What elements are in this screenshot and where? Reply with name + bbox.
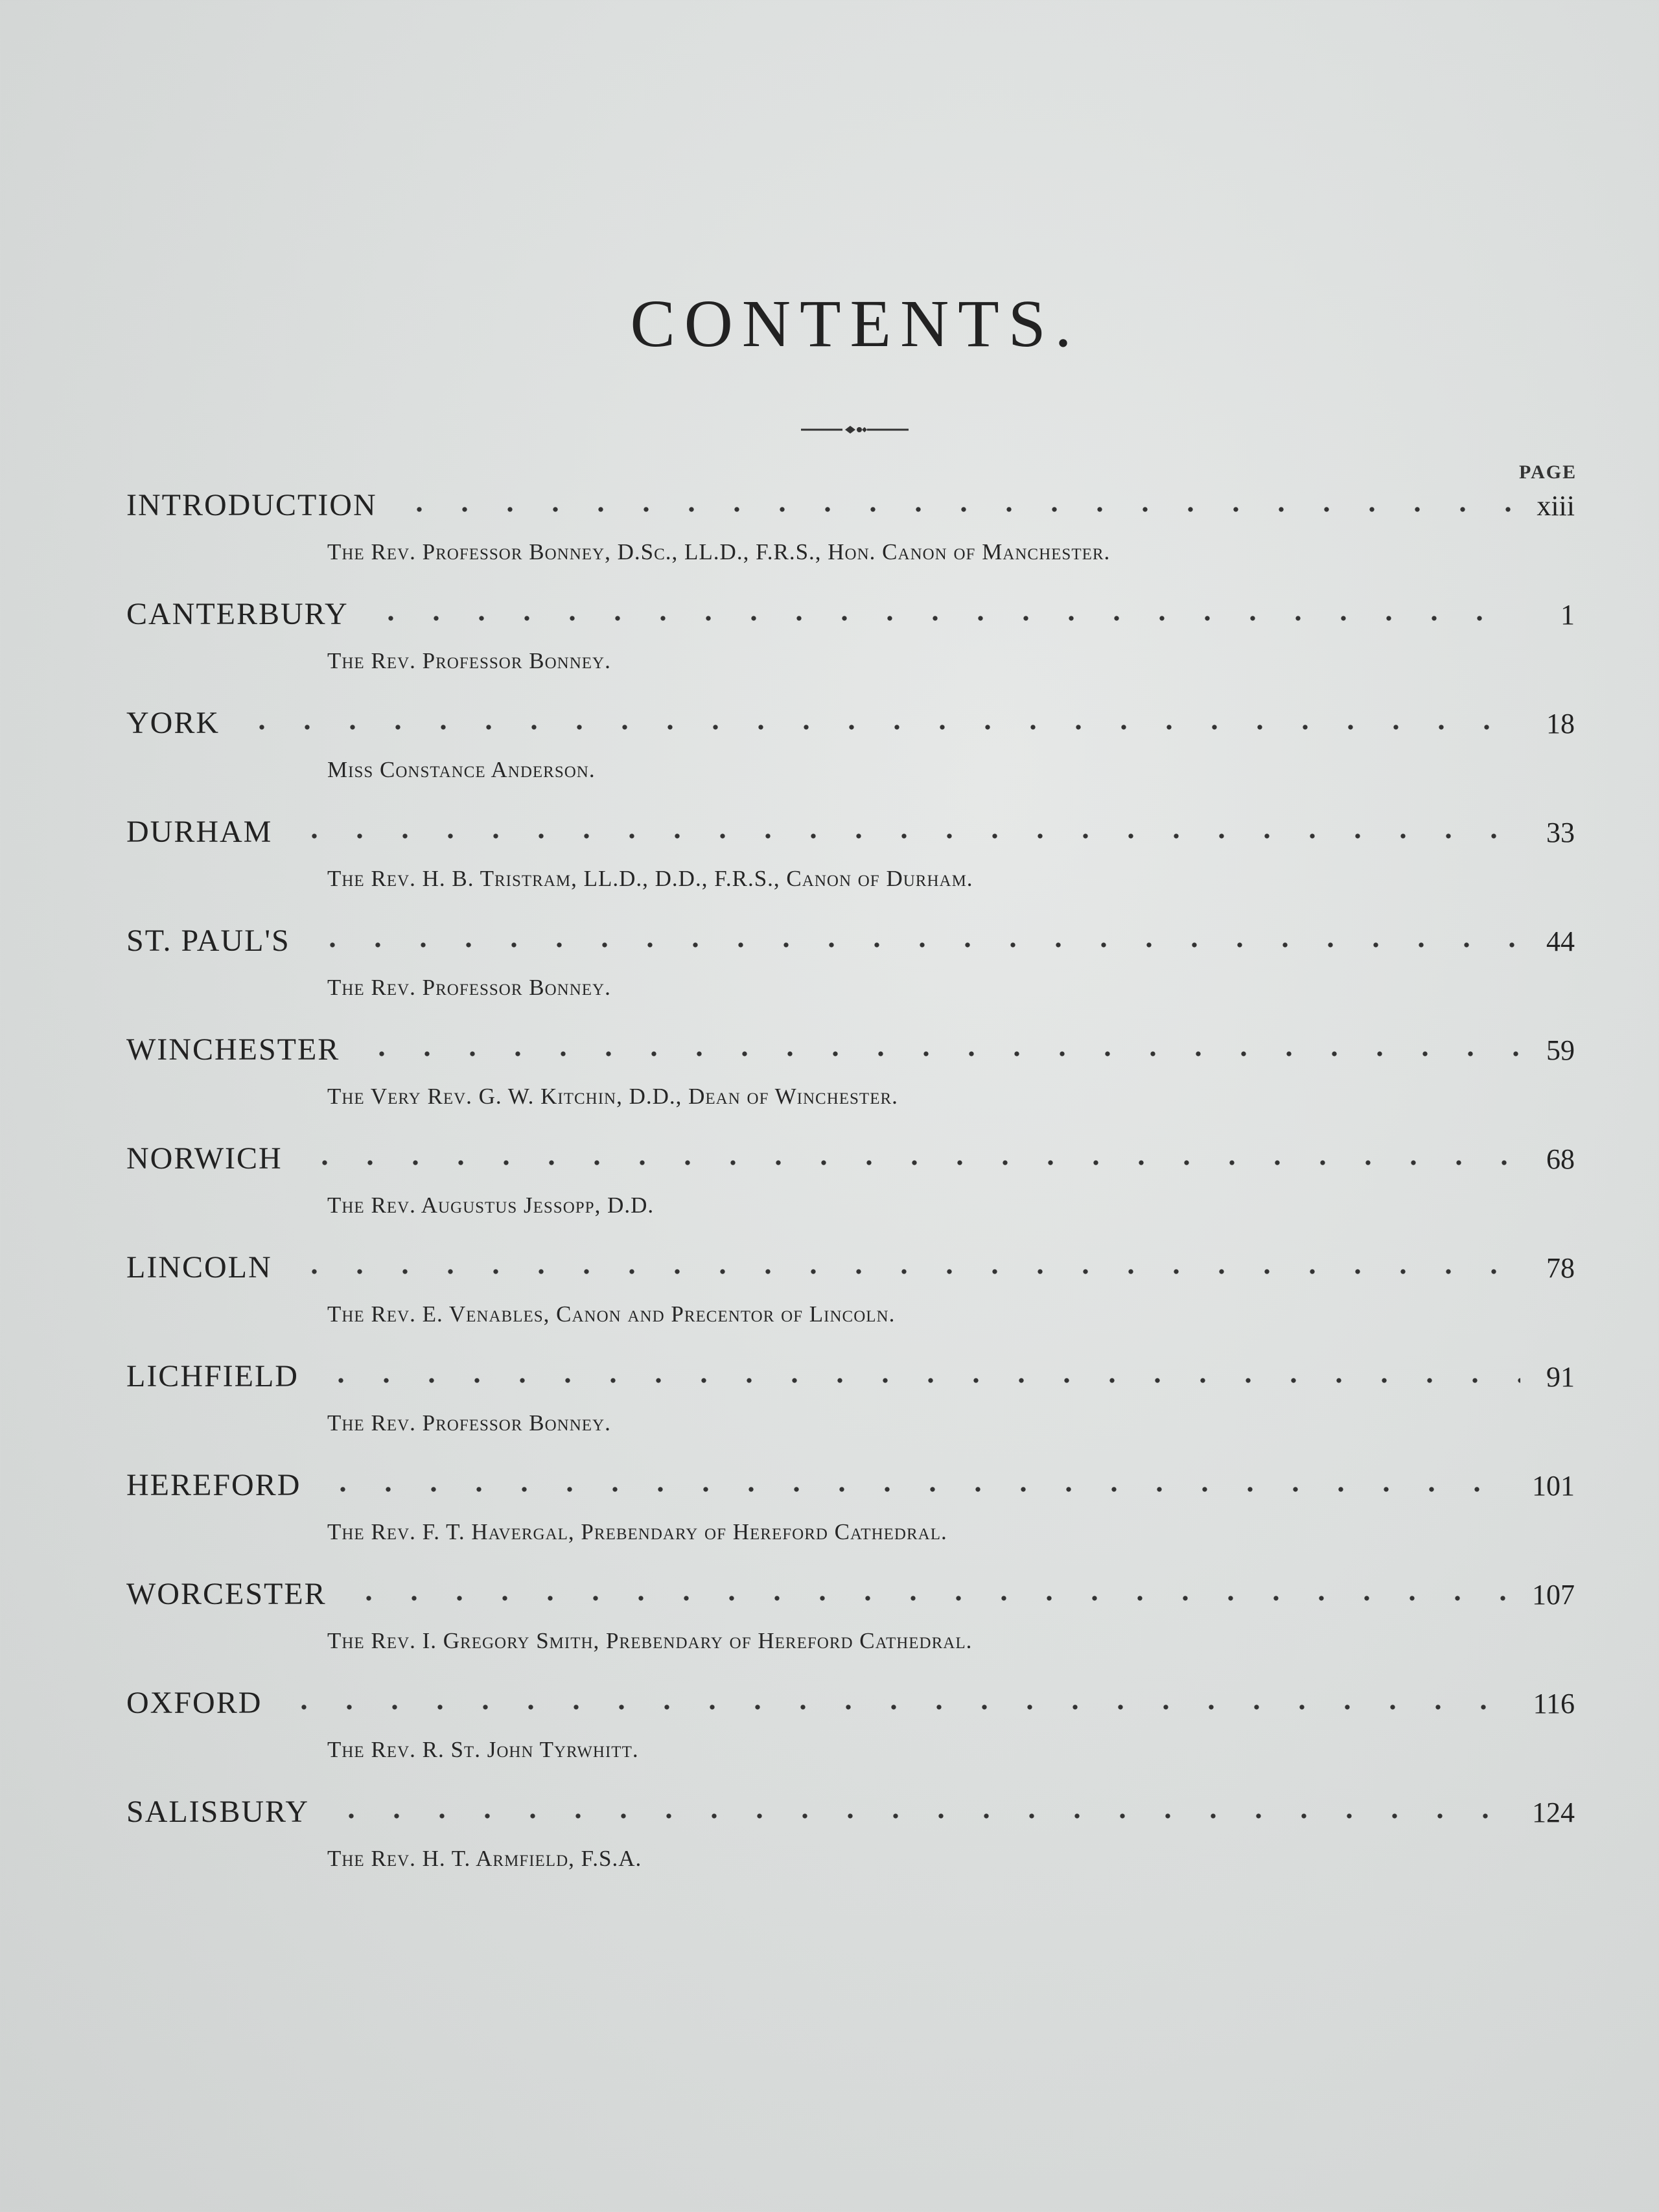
dot-leader bbox=[275, 1704, 1517, 1710]
dot-leader bbox=[340, 1595, 1516, 1601]
dot-leader bbox=[314, 1486, 1516, 1493]
dot-leader bbox=[285, 1268, 1520, 1275]
toc-entry bbox=[0, 1351, 1659, 1460]
toc-entry-title: LICHFIELD bbox=[126, 1359, 299, 1393]
toc-entry-author: The Rev. Professor Bonney. bbox=[327, 1410, 611, 1436]
toc-entry-title: WINCHESTER bbox=[126, 1032, 340, 1067]
toc-entry bbox=[0, 1677, 1659, 1786]
toc-entry bbox=[0, 915, 1659, 1024]
toc-entry-author: The Rev. Professor Bonney. bbox=[327, 975, 611, 1000]
toc-entry-page: 44 bbox=[1546, 926, 1575, 957]
toc-entry-author: The Rev. E. Venables, Canon and Precentor of Lincoln. bbox=[327, 1301, 896, 1327]
table-of-contents bbox=[0, 480, 1659, 1895]
toc-entry-author: The Rev. Professor Bonney. bbox=[327, 648, 611, 673]
toc-entry bbox=[0, 1133, 1659, 1242]
toc-entry-title: NORWICH bbox=[126, 1141, 283, 1176]
dot-leader bbox=[322, 1813, 1516, 1819]
toc-entry-page: 18 bbox=[1546, 708, 1575, 739]
toc-entry bbox=[0, 588, 1659, 697]
toc-entry bbox=[0, 1024, 1659, 1133]
ornament-divider-icon bbox=[800, 420, 910, 439]
toc-entry-author: Miss Constance Anderson. bbox=[327, 757, 596, 782]
toc-entry-title: ST. PAUL'S bbox=[126, 924, 290, 958]
toc-entry-title: WORCESTER bbox=[126, 1577, 327, 1611]
toc-entry-page: xiii bbox=[1537, 490, 1575, 522]
toc-entry bbox=[0, 1460, 1659, 1568]
toc-entry-title: YORK bbox=[126, 706, 220, 740]
toc-entry-title: CANTERBURY bbox=[126, 597, 349, 631]
toc-entry-page: 59 bbox=[1546, 1034, 1575, 1066]
toc-entry-title: OXFORD bbox=[126, 1686, 262, 1720]
toc-entry bbox=[0, 1786, 1659, 1895]
toc-entry-author: The Rev. I. Gregory Smith, Prebendary of Hereford Cathedral. bbox=[327, 1628, 973, 1653]
toc-entry-page: 78 bbox=[1546, 1252, 1575, 1284]
dot-leader bbox=[353, 1051, 1520, 1057]
toc-entry-author: The Very Rev. G. W. Kitchin, D.D., Dean of Winchester. bbox=[327, 1084, 898, 1109]
toc-entry-page: 116 bbox=[1533, 1688, 1575, 1719]
toc-entry bbox=[0, 697, 1659, 806]
toc-entry-title: DURHAM bbox=[126, 815, 273, 849]
dot-leader bbox=[390, 506, 1520, 513]
toc-entry bbox=[0, 1242, 1659, 1351]
toc-entry-author: The Rev. Professor Bonney, D.Sc., LL.D., F.R.S., Hon. Canon of Manchester. bbox=[327, 539, 1111, 565]
toc-entry-page: 107 bbox=[1532, 1579, 1575, 1611]
toc-entry-author: The Rev. H. T. Armfield, F.S.A. bbox=[327, 1846, 642, 1871]
toc-entry-author: The Rev. H. B. Tristram, LL.D., D.D., F.R.S., Canon of Durham. bbox=[327, 866, 973, 891]
page-column-label: PAGE bbox=[1519, 461, 1577, 483]
toc-entry bbox=[0, 1568, 1659, 1677]
toc-entry bbox=[0, 480, 1659, 588]
toc-entry-title: SALISBURY bbox=[126, 1795, 310, 1829]
page-title: CONTENTS. bbox=[630, 286, 1081, 361]
dot-leader bbox=[233, 724, 1520, 730]
dot-leader bbox=[362, 615, 1520, 622]
toc-entry-author: The Rev. R. St. John Tyrwhitt. bbox=[327, 1737, 639, 1762]
toc-entry-author: The Rev. F. T. Havergal, Prebendary of Hereford Cathedral. bbox=[327, 1519, 947, 1544]
toc-entry-page: 124 bbox=[1532, 1797, 1575, 1828]
toc-entry-page: 68 bbox=[1546, 1143, 1575, 1175]
dot-leader bbox=[285, 833, 1520, 839]
toc-entry bbox=[0, 806, 1659, 915]
toc-entry-page: 91 bbox=[1546, 1361, 1575, 1393]
dot-leader bbox=[312, 1377, 1520, 1384]
dot-leader bbox=[296, 1159, 1520, 1166]
toc-entry-title: HEREFORD bbox=[126, 1468, 301, 1502]
toc-entry-page: 33 bbox=[1546, 817, 1575, 848]
toc-entry-page: 1 bbox=[1560, 599, 1575, 631]
toc-entry-title: LINCOLN bbox=[126, 1250, 272, 1285]
toc-entry-page: 101 bbox=[1532, 1470, 1575, 1502]
toc-entry-author: The Rev. Augustus Jessopp, D.D. bbox=[327, 1193, 655, 1218]
toc-entry-title: INTRODUCTION bbox=[126, 488, 377, 522]
dot-leader bbox=[303, 942, 1520, 948]
